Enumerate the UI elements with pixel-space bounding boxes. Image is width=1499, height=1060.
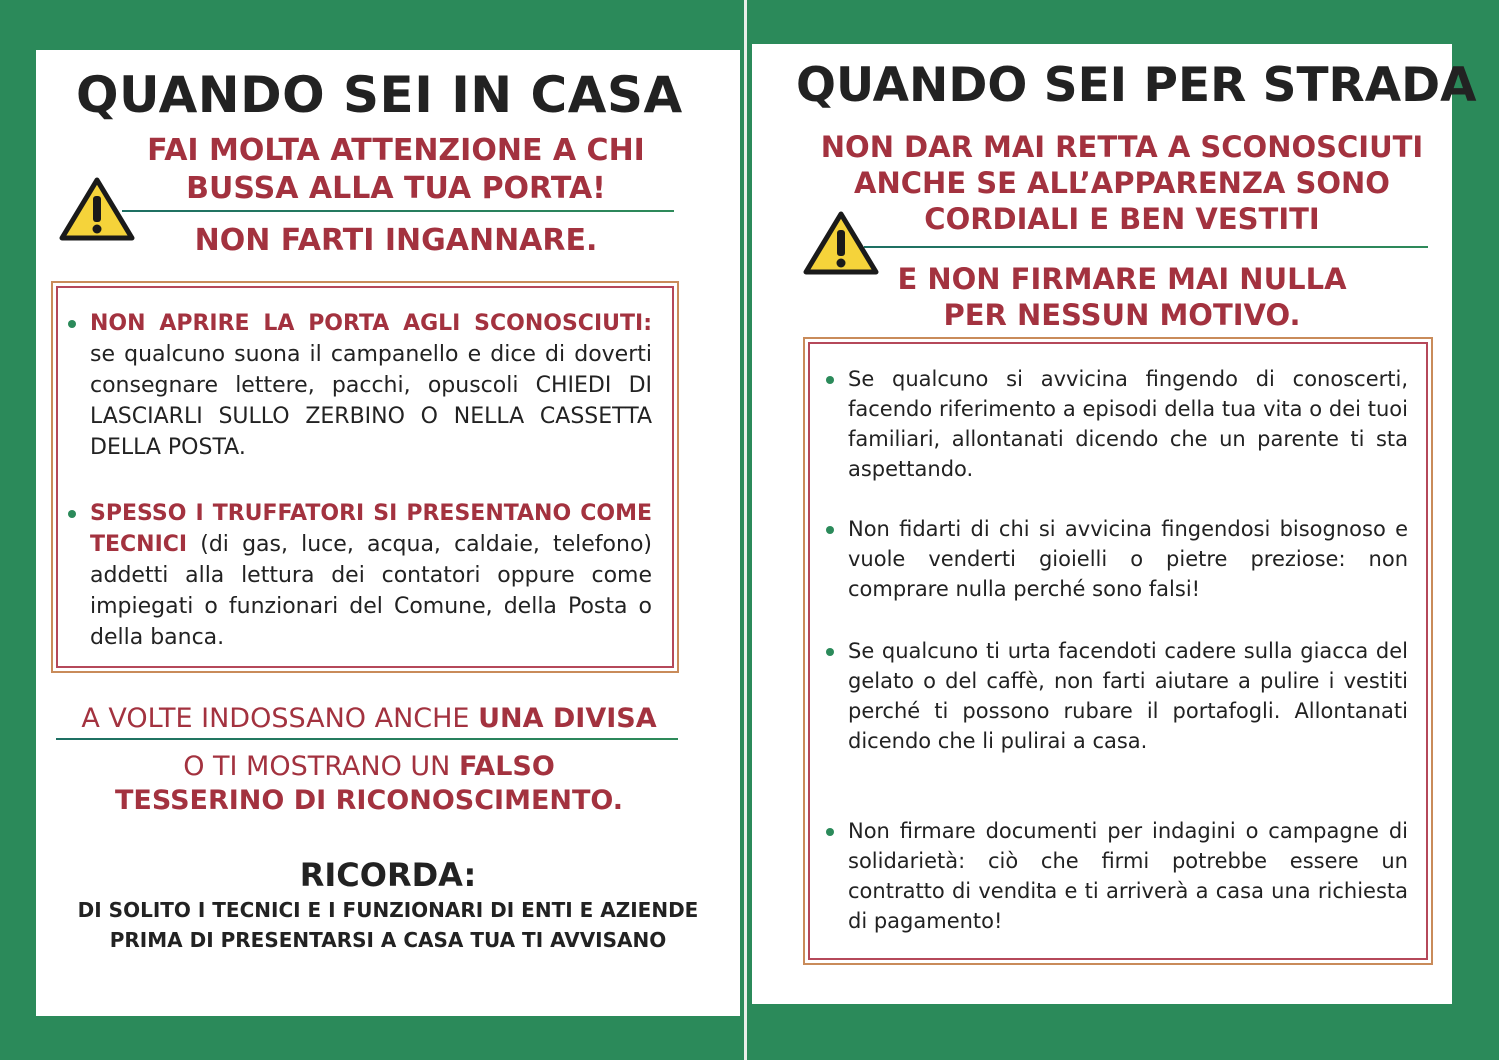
right-bullet-4 bbox=[824, 816, 1408, 936]
tesserino-bold1: FALSO bbox=[458, 751, 555, 782]
left-bullet-2-highlight: SPESSO I TRUFFATORI SI PRESENTANO COME TECNICI bbox=[90, 501, 652, 557]
bullet-dot-icon bbox=[826, 648, 834, 656]
left-divider-top bbox=[122, 210, 674, 212]
right-subtitle-line2: ANCHE SE ALL’APPARENZA SONO bbox=[854, 166, 1390, 200]
right-bullet-1-text: Se qualcuno si avvicina fingendo di conoscerti, facendo riferimento a episodi della tua vita o dei tuoi familiari, allontanati dicendo che un parente ti sta aspettando. bbox=[848, 367, 1408, 481]
left-bullet-1-highlight: NON APRIRE LA PORTA AGLI SCONOSCIUTI: bbox=[90, 311, 652, 336]
right-divider bbox=[864, 246, 1428, 248]
tesserino-normal: O TI MOSTRANO UN bbox=[183, 751, 459, 782]
left-bullet-2 bbox=[66, 498, 652, 653]
page-fold bbox=[744, 0, 747, 1060]
bullet-dot-icon bbox=[826, 526, 834, 534]
divisa-line bbox=[56, 700, 682, 738]
divisa-bold: UNA DIVISA bbox=[478, 703, 657, 734]
right-subtitle-line5: PER NESSUN MOTIVO. bbox=[943, 298, 1301, 332]
left-panel bbox=[36, 50, 740, 1016]
divisa-normal: A VOLTE INDOSSANO ANCHE bbox=[81, 703, 479, 734]
right-panel bbox=[752, 44, 1477, 1004]
right-bullet-4-text: Non firmare documenti per indagini o campagne di solidarietà: ciò che firmi potrebbe essere un contratto di vendita e ti arriverà a casa una richiesta di pagamento! bbox=[848, 819, 1408, 933]
ricorda-line2: PRIMA DI PRESENTARSI A CASA TUA TI AVVISANO bbox=[109, 928, 667, 952]
left-subtitle-line3: NON FARTI INGANNARE. bbox=[194, 223, 598, 258]
bullet-dot-icon bbox=[68, 320, 76, 328]
bullet-dot-icon bbox=[826, 828, 834, 836]
right-bullet-2 bbox=[824, 514, 1408, 604]
right-bullet-1 bbox=[824, 364, 1408, 484]
right-bullet-2-text: Non fidarti di chi si avvicina fingendosi bisognoso e vuole venderti gioielli o pietre preziose: non comprare nulla perché sono falsi! bbox=[848, 517, 1408, 601]
left-bullet-1 bbox=[66, 308, 652, 463]
right-bullet-3-text: Se qualcuno ti urta facendoti cadere sulla giacca del gelato o del caffè, non farti aiutare a pulire i vestiti perché ti possono rubare il portafogli. Allontanati dicendo che li pulirai a casa. bbox=[848, 639, 1408, 753]
left-subtitle-line1: FAI MOLTA ATTENZIONE A CHI bbox=[147, 133, 645, 168]
left-subtitle-line2: BUSSA ALLA TUA PORTA! bbox=[186, 171, 606, 206]
bullet-dot-icon bbox=[826, 376, 834, 384]
left-divider-bottom bbox=[56, 738, 678, 740]
left-bullet-2-text: (di gas, luce, acqua, caldaie, telefono) addetti alla lettura dei contatori oppure come impiegati o funzionari del Comune, della Posta o della banca. bbox=[90, 532, 652, 650]
tesserino-line1 bbox=[56, 748, 682, 786]
right-subtitle-line3: CORDIALI E BEN VESTITI bbox=[924, 202, 1320, 236]
right-bullet-3 bbox=[824, 636, 1408, 756]
right-subtitle-line4: E NON FIRMARE MAI NULLA bbox=[897, 262, 1347, 296]
ricorda-title: RICORDA: bbox=[299, 856, 477, 894]
right-subtitle-line1: NON DAR MAI RETTA A SCONOSCIUTI bbox=[820, 130, 1424, 164]
right-title: QUANDO SEI PER STRADA bbox=[796, 58, 1477, 113]
left-bullet-1-text: se qualcuno suona il campanello e dice di doverti consegnare lettere, pacchi, opuscoli CHIEDI DI LASCIARLI SULLO ZERBINO O NELLA CASSETTA DELLA POSTA. bbox=[90, 342, 652, 460]
bullet-dot-icon bbox=[68, 510, 76, 518]
left-title: QUANDO SEI IN CASA bbox=[76, 66, 683, 124]
tesserino-line2: TESSERINO DI RICONOSCIMENTO. bbox=[114, 785, 624, 816]
ricorda-line1: DI SOLITO I TECNICI E I FUNZIONARI DI ENTI E AZIENDE bbox=[77, 898, 699, 922]
